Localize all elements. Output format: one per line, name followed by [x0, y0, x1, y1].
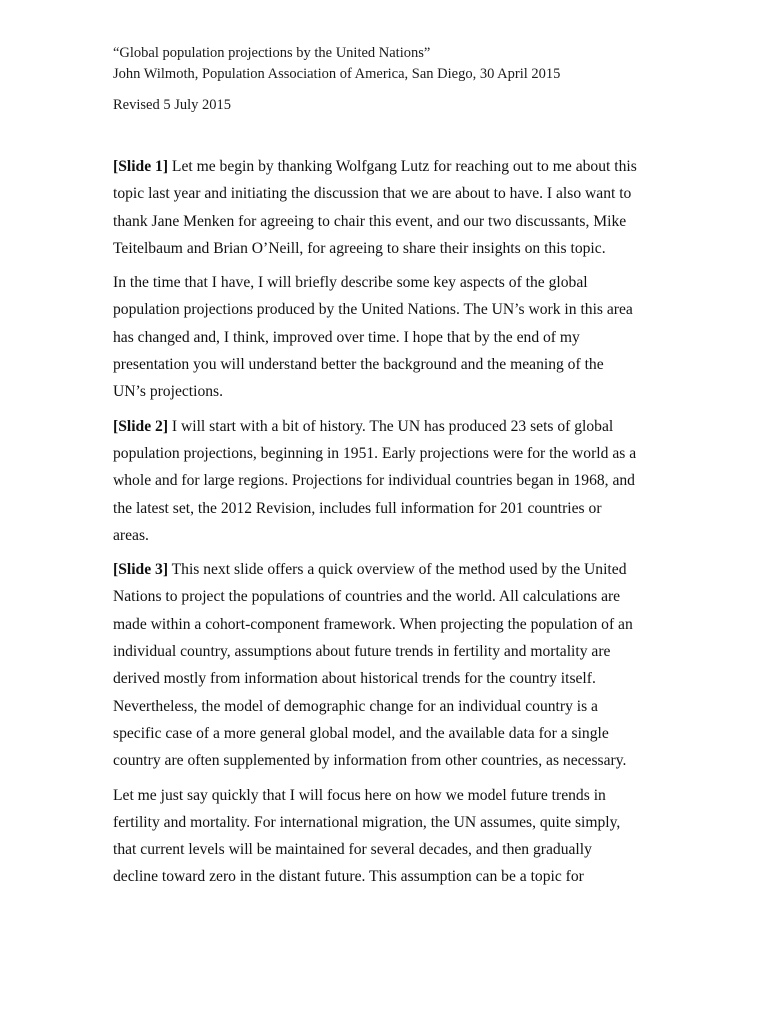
- text-line: [113, 153, 661, 180]
- slide-marker: [Slide 2]: [113, 417, 169, 435]
- line-text: UN’s projections.: [113, 383, 224, 401]
- line-text: Let me just say quickly that I will focus here on how we model future trends in: [113, 786, 606, 804]
- text-line: [113, 235, 661, 262]
- text-line: [113, 413, 661, 440]
- line-text: topic last year and initiating the discussion that we are about to have. I also want to: [113, 185, 632, 203]
- line-text: thank Jane Menken for agreeing to chair this event, and our two discussants, Mike: [113, 212, 627, 230]
- document-body: [113, 153, 661, 898]
- text-line: [113, 208, 661, 235]
- paragraph: [113, 413, 661, 549]
- text-line: [113, 378, 661, 405]
- line-text: In the time that I have, I will briefly describe some key aspects of the global: [113, 274, 588, 292]
- text-line: [113, 467, 661, 494]
- text-line: [113, 638, 661, 665]
- line-text: areas.: [113, 526, 149, 544]
- text-line: [113, 583, 661, 610]
- text-line: [113, 720, 661, 747]
- line-text: individual country, assumptions about future trends in fertility and mortality are: [113, 643, 611, 661]
- text-line: [113, 324, 661, 351]
- line-text: fertility and mortality. For international migration, the UN assumes, quite simply,: [113, 813, 621, 831]
- line-text: Teitelbaum and Brian O’Neill, for agreeing to share their insights on this topic.: [113, 239, 606, 257]
- text-line: [113, 269, 661, 296]
- line-text: made within a cohort-component framework. When projecting the population of an: [113, 615, 633, 633]
- document-title: “Global population projections by the United Nations”: [113, 45, 431, 61]
- text-line: [113, 556, 661, 583]
- line-text: population projections produced by the United Nations. The UN’s work in this area: [113, 301, 633, 319]
- text-line: [113, 351, 661, 378]
- line-text: has changed and, I think, improved over time. I hope that by the end of my: [113, 328, 580, 346]
- text-line: [113, 747, 661, 774]
- document-byline: John Wilmoth, Population Association of America, San Diego, 30 April 2015: [113, 66, 561, 82]
- slide-marker: [Slide 1]: [113, 158, 169, 175]
- line-text: specific case of a more general global model, and the available data for a single: [113, 724, 609, 742]
- revision-date: Revised 5 July 2015: [113, 97, 232, 113]
- text-line: [113, 296, 661, 323]
- line-text: Nations to project the populations of countries and the world. All calculations are: [113, 588, 621, 606]
- line-text: Let me begin by thanking Wolfgang Lutz for reaching out to me about this: [168, 158, 637, 175]
- paragraph: [113, 782, 661, 891]
- line-text: I will start with a bit of history. The UN has produced 23 sets of global: [168, 417, 614, 435]
- text-line: [113, 693, 661, 720]
- text-line: [113, 611, 661, 638]
- slide-marker: [Slide 3]: [113, 561, 169, 579]
- text-line: [113, 440, 661, 467]
- line-text: Nevertheless, the model of demographic change for an individual country is a: [113, 697, 598, 715]
- text-line: [113, 809, 661, 836]
- paragraph: [113, 153, 661, 262]
- text-line: [113, 863, 661, 890]
- paragraph: [113, 269, 661, 405]
- text-line: [113, 782, 661, 809]
- line-text: derived mostly from information about historical trends for the country itself.: [113, 670, 596, 688]
- line-text: population projections, beginning in 1951. Early projections were for the world as a: [113, 444, 637, 462]
- line-text: country are often supplemented by information from other countries, as necessary.: [113, 752, 627, 770]
- text-line: [113, 522, 661, 549]
- line-text: This next slide offers a quick overview of the method used by the United: [168, 561, 627, 579]
- document-header: [113, 43, 673, 85]
- line-text: presentation you will understand better the background and the meaning of the: [113, 356, 604, 374]
- line-text: whole and for large regions. Projections for individual countries began in 1968, and: [113, 472, 635, 490]
- line-text: that current levels will be maintained for several decades, and then gradually: [113, 841, 592, 859]
- text-line: [113, 180, 661, 207]
- text-line: [113, 665, 661, 692]
- line-text: the latest set, the 2012 Revision, includes full information for 201 countries or: [113, 499, 602, 517]
- line-text: decline toward zero in the distant future. This assumption can be a topic for: [113, 868, 584, 886]
- text-line: [113, 495, 661, 522]
- text-line: [113, 836, 661, 863]
- paragraph: [113, 556, 661, 774]
